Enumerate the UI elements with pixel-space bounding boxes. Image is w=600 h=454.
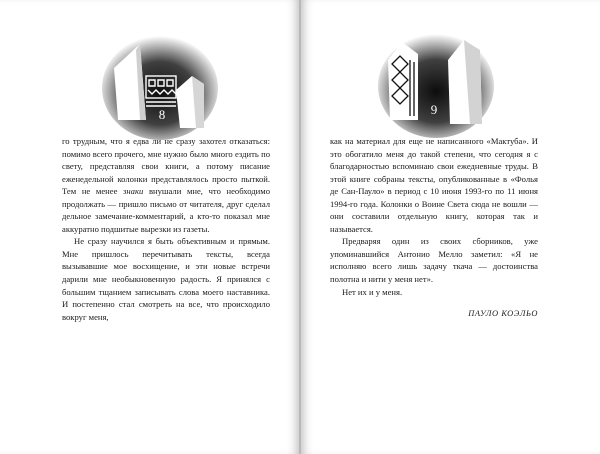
paragraph [62,235,270,323]
page-number-right: 9 [430,102,438,117]
paragraph [330,286,538,299]
text-run: Предваряя один из своих сборников, уже упоминавшийся Антонио Мелло заметил: «Я не исполняю всего лишь задачу ткача — достоинства полотна и нити у меня нет». [330,236,538,285]
text-run: го трудным, что я едва ли не сразу захотел отказаться: помимо всего прочего, мне нужно было много ездить по свету, представляя свои книги, а потому писание еженедельной колонки представлялось просто пыткой. Тем не менее [62,136,270,197]
emphasized-text: знаки [123,186,144,197]
text-run: Не сразу научился я быть объективным и прямым. Мне пришлось перечитывать тексты, всегда вызывавшие мое восхищение, и эти новые встречи дарили мне необыкновенную радость. Я принялся с большим тщанием записывать слова моего наставника. И постепенно стал смотреть на все, что происходило вокруг меня, [62,236,270,322]
right-page-text [330,135,538,298]
chapter-emblem-right [378,20,498,140]
ornament-icon [100,20,220,140]
right-page-text-block [330,135,538,321]
paragraph [330,135,538,235]
chapter-emblem-left [100,20,220,140]
page-number-left: 8 [158,107,166,122]
text-run: как на материал для еще не написанного «Мактуба». И это обогатило меня до такой степени, что сегодня я с благодарностью вспоминаю свои ежедневные труды. В этой книге собраны тексты, опубликованные в «Фолья де Сан-Пауло» в период с 10 июня 1993-го по 11 июня 1994-го года. Колонки о Воине Света сюда не вошли — они составили отдельную книгу, которая так и называется. [330,136,538,234]
paragraph [62,135,270,235]
text-run: Нет их и у меня. [342,286,403,297]
left-page-text [62,135,270,323]
author-signature: ПАУЛО КОЭЛЬО [468,309,538,319]
text-run: внушали мне, что необходимо продолжать — пришло письмо от читателя, друг сделал дельное замечание-комментарий, а кто-то показал мне аккуратно подшитые вырезки из газеты. [62,186,271,234]
ornament-icon [378,20,498,140]
paragraph [330,235,538,285]
